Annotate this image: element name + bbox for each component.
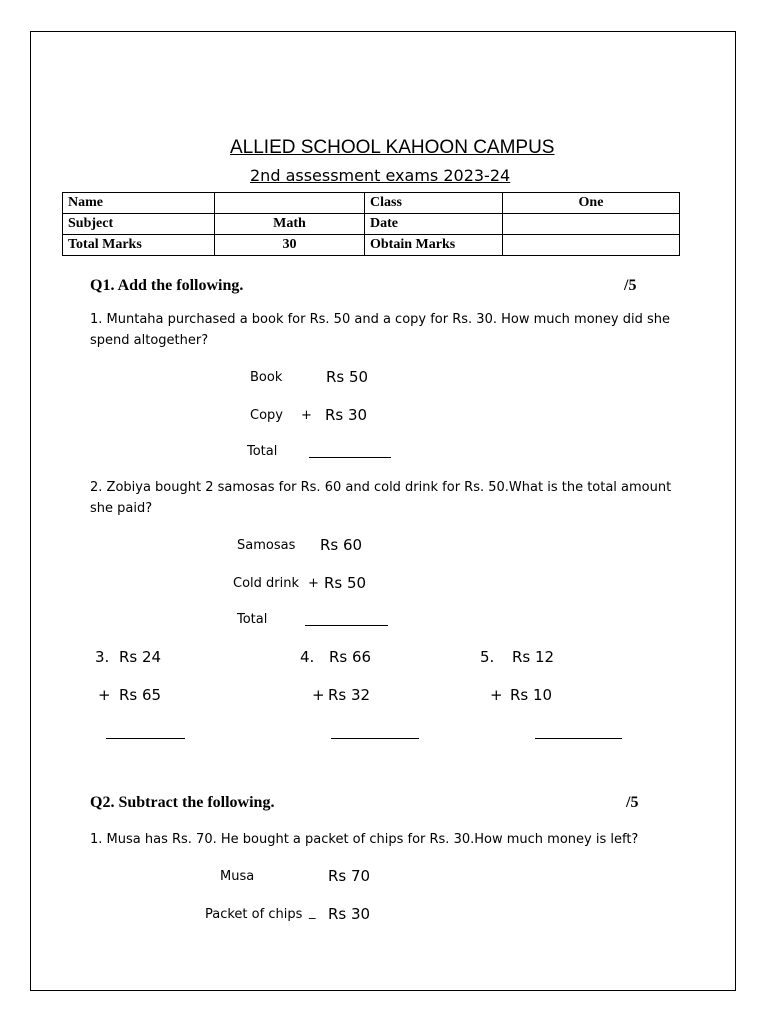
q1-p2-item2-label: Cold drink xyxy=(233,576,300,591)
q1-marks: /5 xyxy=(624,277,637,294)
student-info-table xyxy=(62,192,680,256)
q1-p1-item1-value: Rs 50 xyxy=(326,368,369,386)
q1-p3-operator: + xyxy=(98,686,111,704)
exam-title: 2nd assessment exams 2023-24 xyxy=(250,166,511,185)
q1-p5-top: Rs 12 xyxy=(512,648,555,666)
q1-p2-item2-value: Rs 50 xyxy=(324,574,367,592)
obtain-marks-label: Obtain Marks xyxy=(365,235,503,256)
date-label: Date xyxy=(365,214,503,235)
name-value xyxy=(215,193,365,214)
q2-p1-item2-value: Rs 30 xyxy=(328,905,371,923)
q1-p5-answer-line xyxy=(535,738,622,739)
q2-p1-operator: _ xyxy=(309,905,316,920)
q1-p2-item1-value: Rs 60 xyxy=(320,536,363,554)
q1-p5-bottom: Rs 10 xyxy=(510,686,553,704)
q2-marks: /5 xyxy=(626,794,639,811)
q2-p1-item1-label: Musa xyxy=(220,869,255,884)
class-value: One xyxy=(503,193,680,214)
q2-p1-item2-label: Packet of chips xyxy=(205,907,303,922)
total-marks-label: Total Marks xyxy=(63,235,215,256)
q1-p4-number: 4. xyxy=(300,648,315,666)
q1-p4-operator: + xyxy=(312,686,325,704)
q1-problem-1-text: 1. Muntaha purchased a book for Rs. 50 and a copy for Rs. 30. How much money did she spend altogether? xyxy=(90,312,670,348)
q2-problem-1-text: 1. Musa has Rs. 70. He bought a packet of chips for Rs. 30.How much money is left? xyxy=(90,832,639,847)
name-label: Name xyxy=(63,193,215,214)
q1-p4-answer-line xyxy=(331,738,419,739)
total-marks-value: 30 xyxy=(215,235,365,256)
date-value xyxy=(503,214,680,235)
q1-p4-top: Rs 66 xyxy=(329,648,372,666)
q1-p2-answer-line xyxy=(305,625,388,626)
q1-p3-bottom: Rs 65 xyxy=(119,686,162,704)
q1-p1-item1-label: Book xyxy=(250,370,283,385)
q1-p1-answer-line xyxy=(309,457,391,458)
q1-p1-operator: + xyxy=(301,408,312,423)
class-label: Class xyxy=(365,193,503,214)
q1-p3-number: 3. xyxy=(95,648,110,666)
q1-p5-number: 5. xyxy=(480,648,495,666)
q1-p2-operator: + xyxy=(308,576,319,591)
q1-p1-item2-value: Rs 30 xyxy=(325,406,368,424)
q2-heading: Q2. Subtract the following. xyxy=(90,794,275,811)
q1-p5-operator: + xyxy=(490,686,503,704)
q1-p4-bottom: Rs 32 xyxy=(328,686,371,704)
subject-value: Math xyxy=(215,214,365,235)
q1-p3-answer-line xyxy=(106,738,185,739)
q1-problem-2-text: 2. Zobiya bought 2 samosas for Rs. 60 and cold drink for Rs. 50.What is the total amount she paid? xyxy=(90,480,672,516)
q1-p2-item1-label: Samosas xyxy=(237,538,296,553)
subject-label: Subject xyxy=(63,214,215,235)
obtain-marks-value xyxy=(503,235,680,256)
q1-p2-total-label: Total xyxy=(237,612,268,627)
q1-p3-top: Rs 24 xyxy=(119,648,162,666)
q1-p1-total-label: Total xyxy=(247,444,278,459)
q1-p1-item2-label: Copy xyxy=(250,408,283,423)
q1-heading: Q1. Add the following. xyxy=(90,277,244,294)
school-title: ALLIED SCHOOL KAHOON CAMPUS xyxy=(230,137,555,158)
q2-p1-item1-value: Rs 70 xyxy=(328,867,371,885)
